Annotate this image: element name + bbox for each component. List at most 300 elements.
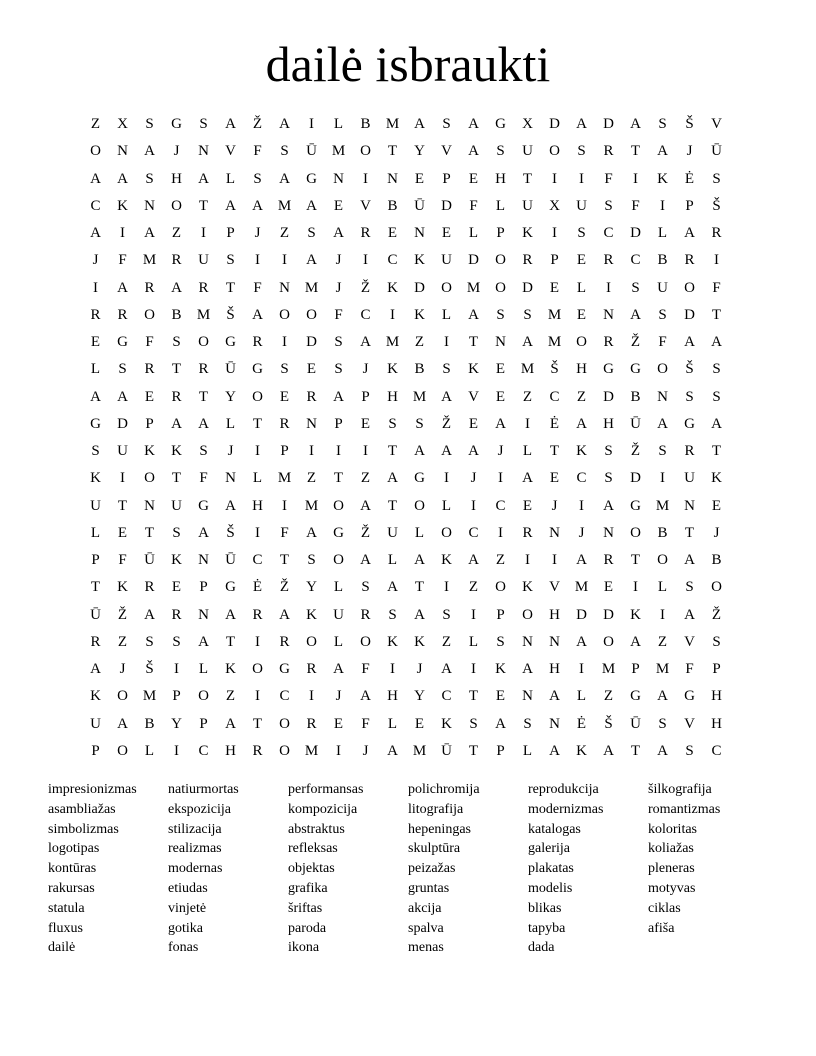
grid-letter: R <box>90 633 101 650</box>
grid-letter: V <box>684 633 695 650</box>
grid-letter: F <box>469 197 478 214</box>
grid-letter: H <box>711 715 722 732</box>
grid-letter: A <box>522 334 533 351</box>
grid-letter: Ė <box>549 415 560 432</box>
grid-letter: R <box>360 225 371 242</box>
word-list-item: ciklas <box>648 900 681 916</box>
grid-letter: E <box>495 388 506 405</box>
grid-letter: T <box>117 497 128 514</box>
word-list-item: vinjetė <box>168 900 207 916</box>
word-list-item: natiurmortas <box>168 782 239 797</box>
grid-letter: R <box>603 252 614 269</box>
grid-letter: S <box>442 361 451 378</box>
grid-letter: L <box>252 470 263 487</box>
grid-letter: I <box>579 497 584 514</box>
grid-letter: D <box>117 415 128 432</box>
grid-letter: O <box>603 633 614 650</box>
grid-letter: I <box>309 688 314 705</box>
grid-letter: M <box>142 688 157 705</box>
grid-letter: F <box>334 306 343 323</box>
grid-letter: I <box>525 552 530 569</box>
grid-letter: O <box>630 524 641 541</box>
grid-letter: A <box>90 388 101 405</box>
grid-letter: M <box>385 334 400 351</box>
grid-letter: S <box>172 633 181 650</box>
grid-letter: I <box>174 742 179 759</box>
grid-letter: H <box>603 415 614 432</box>
grid-letter: F <box>253 279 262 296</box>
grid-letter: K <box>387 361 398 378</box>
grid-letter: M <box>520 361 535 378</box>
word-list-item: akcija <box>408 900 442 916</box>
grid-letter: L <box>333 116 344 133</box>
grid-letter: G <box>684 688 695 705</box>
grid-letter: R <box>252 742 263 759</box>
grid-letter: P <box>496 742 505 759</box>
grid-letter: I <box>390 306 395 323</box>
grid-letter: O <box>279 715 290 732</box>
grid-letter: M <box>304 279 319 296</box>
grid-letter: A <box>711 415 722 432</box>
grid-letter: U <box>117 443 128 460</box>
grid-letter: C <box>441 688 452 705</box>
grid-letter: J <box>173 143 180 160</box>
grid-letter: S <box>307 552 316 569</box>
word-list-item: šriftas <box>288 900 323 916</box>
grid-letter: C <box>549 388 560 405</box>
grid-letter: M <box>547 306 562 323</box>
grid-letter: I <box>714 252 719 269</box>
grid-letter: V <box>441 143 452 160</box>
grid-letter: A <box>441 443 452 460</box>
grid-letter: K <box>171 552 182 569</box>
grid-letter: I <box>552 552 557 569</box>
grid-letter: B <box>414 361 425 378</box>
grid-letter: B <box>387 197 398 214</box>
grid-letter: P <box>145 415 154 432</box>
grid-letter: N <box>414 225 425 242</box>
grid-letter: K <box>711 470 722 487</box>
grid-letter: M <box>466 279 481 296</box>
grid-letter: I <box>255 252 260 269</box>
grid-letter: S <box>145 170 154 187</box>
grid-letter: J <box>497 443 504 460</box>
grid-letter: N <box>279 279 290 296</box>
grid-letter: K <box>306 606 317 623</box>
grid-letter: I <box>552 225 557 242</box>
grid-letter: A <box>684 334 695 351</box>
grid-letter: T <box>252 715 263 732</box>
grid-letter: K <box>117 197 128 214</box>
grid-letter: H <box>549 606 560 623</box>
grid-letter: J <box>713 524 720 541</box>
grid-letter: Z <box>576 388 587 405</box>
grid-letter: Z <box>522 388 533 405</box>
grid-letter: E <box>117 524 128 541</box>
word-list-item: stilizacija <box>168 821 222 837</box>
grid-letter: J <box>551 497 558 514</box>
grid-letter: A <box>657 415 668 432</box>
grid-letter: S <box>523 306 532 323</box>
grid-letter: S <box>199 443 208 460</box>
word-list-item: menas <box>408 940 444 956</box>
grid-letter: A <box>630 116 641 133</box>
grid-letter: R <box>90 306 101 323</box>
grid-letter: M <box>412 388 427 405</box>
grid-letter: E <box>144 388 155 405</box>
grid-letter: R <box>306 388 317 405</box>
grid-letter: Ū <box>441 742 452 759</box>
grid-letter: P <box>631 661 640 678</box>
grid-letter: M <box>655 497 670 514</box>
grid-letter: A <box>603 497 614 514</box>
grid-letter: M <box>574 579 589 596</box>
grid-letter: N <box>144 197 155 214</box>
grid-letter: I <box>363 170 368 187</box>
grid-letter: G <box>252 361 263 378</box>
grid-letter: L <box>90 524 101 541</box>
grid-letter: O <box>198 688 209 705</box>
grid-letter: S <box>496 633 505 650</box>
grid-letter: A <box>549 742 560 759</box>
grid-letter: A <box>360 334 371 351</box>
grid-letter: Z <box>468 579 479 596</box>
word-list-item: modernas <box>168 861 223 877</box>
grid-letter: L <box>333 633 344 650</box>
word-list-item: šilkografija <box>648 782 712 797</box>
grid-letter: A <box>333 388 344 405</box>
grid-letter: T <box>414 579 425 596</box>
grid-letter: S <box>388 606 397 623</box>
word-list-item: gruntas <box>408 880 450 896</box>
grid-letter: R <box>144 279 155 296</box>
grid-letter: S <box>496 306 505 323</box>
grid-letter: D <box>603 116 614 133</box>
grid-letter: K <box>441 715 452 732</box>
word-list-item: gotika <box>168 920 203 936</box>
word-list-item: ikona <box>288 940 320 956</box>
grid-letter: L <box>333 579 344 596</box>
grid-letter: F <box>604 170 613 187</box>
grid-letter: U <box>657 279 668 296</box>
grid-letter: Z <box>171 225 182 242</box>
grid-letter: I <box>309 443 314 460</box>
grid-letter: R <box>171 606 182 623</box>
grid-letter: G <box>198 497 209 514</box>
grid-letter: T <box>225 633 236 650</box>
grid-letter: F <box>361 715 370 732</box>
grid-letter: P <box>712 661 721 678</box>
grid-letter: A <box>684 552 695 569</box>
grid-letter: L <box>441 306 452 323</box>
word-list-item: pleneras <box>648 861 695 877</box>
grid-letter: O <box>306 633 317 650</box>
grid-letter: D <box>414 279 425 296</box>
grid-letter: O <box>144 470 155 487</box>
grid-letter: D <box>630 225 641 242</box>
grid-letter: E <box>90 334 101 351</box>
grid-letter: A <box>171 415 182 432</box>
grid-letter: I <box>336 443 341 460</box>
grid-letter: E <box>549 279 560 296</box>
grid-letter: M <box>142 252 157 269</box>
grid-letter: R <box>522 252 533 269</box>
grid-letter: G <box>171 116 182 133</box>
grid-letter: Z <box>360 470 371 487</box>
grid-letter: P <box>442 170 451 187</box>
grid-letter: F <box>685 661 694 678</box>
grid-letter: A <box>468 306 479 323</box>
grid-letter: S <box>658 715 667 732</box>
grid-letter: V <box>711 116 722 133</box>
grid-letter: G <box>333 524 344 541</box>
grid-letter: G <box>630 688 641 705</box>
grid-letter: S <box>280 143 289 160</box>
grid-letter: L <box>441 497 452 514</box>
grid-letter: E <box>711 497 722 514</box>
grid-letter: T <box>630 143 641 160</box>
grid-letter: H <box>171 170 182 187</box>
grid-letter: B <box>657 252 668 269</box>
grid-letter: O <box>198 334 209 351</box>
grid-letter: E <box>387 225 398 242</box>
grid-letter: K <box>468 361 479 378</box>
grid-letter: A <box>468 443 479 460</box>
grid-letter: L <box>576 688 587 705</box>
grid-letter: Y <box>306 579 317 596</box>
grid-letter: O <box>657 552 668 569</box>
grid-letter: E <box>576 306 587 323</box>
grid-letter: J <box>362 742 369 759</box>
grid-letter: G <box>225 579 236 596</box>
grid-letter: I <box>120 470 125 487</box>
grid-letter: R <box>603 143 614 160</box>
grid-letter: I <box>552 170 557 187</box>
grid-letter: A <box>441 661 452 678</box>
grid-letter: K <box>414 306 425 323</box>
grid-letter: A <box>576 633 587 650</box>
grid-letter: K <box>414 633 425 650</box>
grid-letter: L <box>387 715 398 732</box>
grid-letter: O <box>441 279 452 296</box>
grid-letter: A <box>279 170 290 187</box>
grid-letter: S <box>91 443 100 460</box>
grid-letter: U <box>522 197 533 214</box>
grid-letter: J <box>335 279 342 296</box>
grid-letter: D <box>684 306 695 323</box>
grid-letter: R <box>522 524 533 541</box>
grid-letter: Ė <box>576 715 587 732</box>
grid-letter: C <box>252 552 263 569</box>
grid-letter: X <box>549 197 560 214</box>
grid-letter: I <box>579 661 584 678</box>
grid-letter: O <box>252 661 263 678</box>
grid-letter: R <box>198 279 209 296</box>
grid-letter: C <box>387 252 398 269</box>
grid-letter: E <box>414 715 425 732</box>
grid-letter: I <box>201 225 206 242</box>
grid-letter: M <box>277 470 292 487</box>
grid-letter: O <box>360 633 371 650</box>
grid-letter: U <box>333 606 344 623</box>
grid-letter: B <box>657 524 668 541</box>
grid-letter: D <box>630 470 641 487</box>
grid-letter: Z <box>441 633 452 650</box>
grid-letter: D <box>306 334 317 351</box>
grid-letter: O <box>549 143 560 160</box>
word-list-item: etiudas <box>168 880 208 896</box>
grid-letter: I <box>255 633 260 650</box>
word-list <box>48 780 788 958</box>
grid-letter: K <box>90 470 101 487</box>
grid-letter: I <box>660 470 665 487</box>
grid-letter: A <box>198 170 209 187</box>
grid-letter: L <box>144 742 155 759</box>
grid-letter: A <box>333 661 344 678</box>
grid-letter: K <box>522 225 533 242</box>
grid-letter: U <box>522 143 533 160</box>
grid-letter: N <box>198 143 209 160</box>
grid-letter: F <box>280 524 289 541</box>
word-list-item: abstraktus <box>288 821 345 837</box>
grid-letter: E <box>576 252 587 269</box>
grid-letter: G <box>630 497 641 514</box>
grid-letter: B <box>144 715 155 732</box>
word-list-item: impresionizmas <box>48 782 137 797</box>
grid-letter: T <box>711 443 722 460</box>
grid-letter: Š <box>685 361 694 378</box>
grid-letter: R <box>360 606 371 623</box>
grid-letter: A <box>684 225 695 242</box>
word-list-item: katalogas <box>528 821 581 837</box>
grid-letter: A <box>495 715 506 732</box>
grid-letter: N <box>144 497 155 514</box>
grid-letter: U <box>171 497 182 514</box>
grid-letter: A <box>630 306 641 323</box>
grid-letter: Ū <box>144 552 155 569</box>
grid-letter: G <box>90 415 101 432</box>
grid-letter: Ū <box>90 606 101 623</box>
grid-letter: Ū <box>225 361 236 378</box>
grid-letter: R <box>117 306 128 323</box>
grid-letter: Ū <box>225 552 236 569</box>
grid-letter: E <box>333 197 344 214</box>
grid-letter: I <box>525 415 530 432</box>
grid-letter: T <box>198 388 209 405</box>
word-list-item: hepeningas <box>408 821 471 837</box>
grid-letter: S <box>712 170 721 187</box>
grid-letter: A <box>468 116 479 133</box>
grid-letter: T <box>387 143 398 160</box>
grid-letter: A <box>198 524 209 541</box>
grid-letter: I <box>471 661 476 678</box>
grid-letter: O <box>495 252 506 269</box>
grid-letter: D <box>603 388 614 405</box>
grid-letter: C <box>603 225 614 242</box>
grid-letter: C <box>90 197 101 214</box>
grid-letter: Z <box>495 552 506 569</box>
grid-letter: X <box>522 116 533 133</box>
grid-letter: L <box>198 661 209 678</box>
grid-letter: S <box>442 116 451 133</box>
grid-letter: E <box>333 715 344 732</box>
grid-letter: Ė <box>252 579 263 596</box>
grid-letter: Z <box>306 470 317 487</box>
grid-letter: T <box>90 579 101 596</box>
grid-letter: E <box>306 361 317 378</box>
grid-letter: J <box>335 688 342 705</box>
grid-letter: K <box>90 688 101 705</box>
grid-letter: A <box>117 388 128 405</box>
grid-letter: S <box>172 334 181 351</box>
grid-letter: Z <box>414 334 425 351</box>
grid-letter: I <box>633 170 638 187</box>
grid-letter: Y <box>414 143 425 160</box>
grid-letter: Z <box>117 633 128 650</box>
grid-letter: A <box>360 497 371 514</box>
grid-letter: N <box>603 306 614 323</box>
grid-letter: Ė <box>684 170 695 187</box>
grid-letter: A <box>225 715 236 732</box>
grid-letter: D <box>576 606 587 623</box>
grid-letter: T <box>387 497 398 514</box>
grid-letter: S <box>577 143 586 160</box>
grid-letter: O <box>279 742 290 759</box>
grid-letter: F <box>199 470 208 487</box>
grid-letter: U <box>684 470 695 487</box>
grid-letter: S <box>604 470 613 487</box>
grid-letter: A <box>387 742 398 759</box>
grid-letter: O <box>171 197 182 214</box>
grid-letter: R <box>279 633 290 650</box>
word-list-item: afiša <box>648 920 675 936</box>
grid-letter: S <box>604 197 613 214</box>
grid-letter: S <box>199 116 208 133</box>
grid-letter: N <box>198 552 209 569</box>
grid-letter: A <box>387 579 398 596</box>
grid-letter: A <box>657 688 668 705</box>
grid-letter: A <box>171 279 182 296</box>
grid-letter: Š <box>712 197 721 214</box>
grid-letter: D <box>441 197 452 214</box>
grid-letter: I <box>93 279 98 296</box>
grid-letter: V <box>549 579 560 596</box>
grid-letter: O <box>117 742 128 759</box>
grid-letter: A <box>252 197 263 214</box>
grid-letter: H <box>387 688 398 705</box>
grid-letter: Z <box>279 225 290 242</box>
grid-letter: H <box>387 388 398 405</box>
grid-letter: S <box>334 334 343 351</box>
word-list-item: motyvas <box>648 880 696 896</box>
word-list-item: refleksas <box>288 841 338 857</box>
word-list-item: galerija <box>528 841 570 857</box>
grid-letter: P <box>550 252 559 269</box>
word-list-item: blikas <box>528 900 562 916</box>
grid-letter: J <box>335 252 342 269</box>
grid-letter: S <box>577 225 586 242</box>
grid-letter: T <box>630 742 641 759</box>
word-list-item: polichromija <box>408 782 480 797</box>
grid-letter: G <box>117 334 128 351</box>
grid-letter: G <box>684 415 695 432</box>
grid-letter: Ž <box>711 606 722 623</box>
grid-letter: R <box>171 388 182 405</box>
grid-letter: C <box>279 688 290 705</box>
grid-letter: A <box>225 497 236 514</box>
grid-letter: I <box>363 443 368 460</box>
grid-letter: D <box>549 116 560 133</box>
